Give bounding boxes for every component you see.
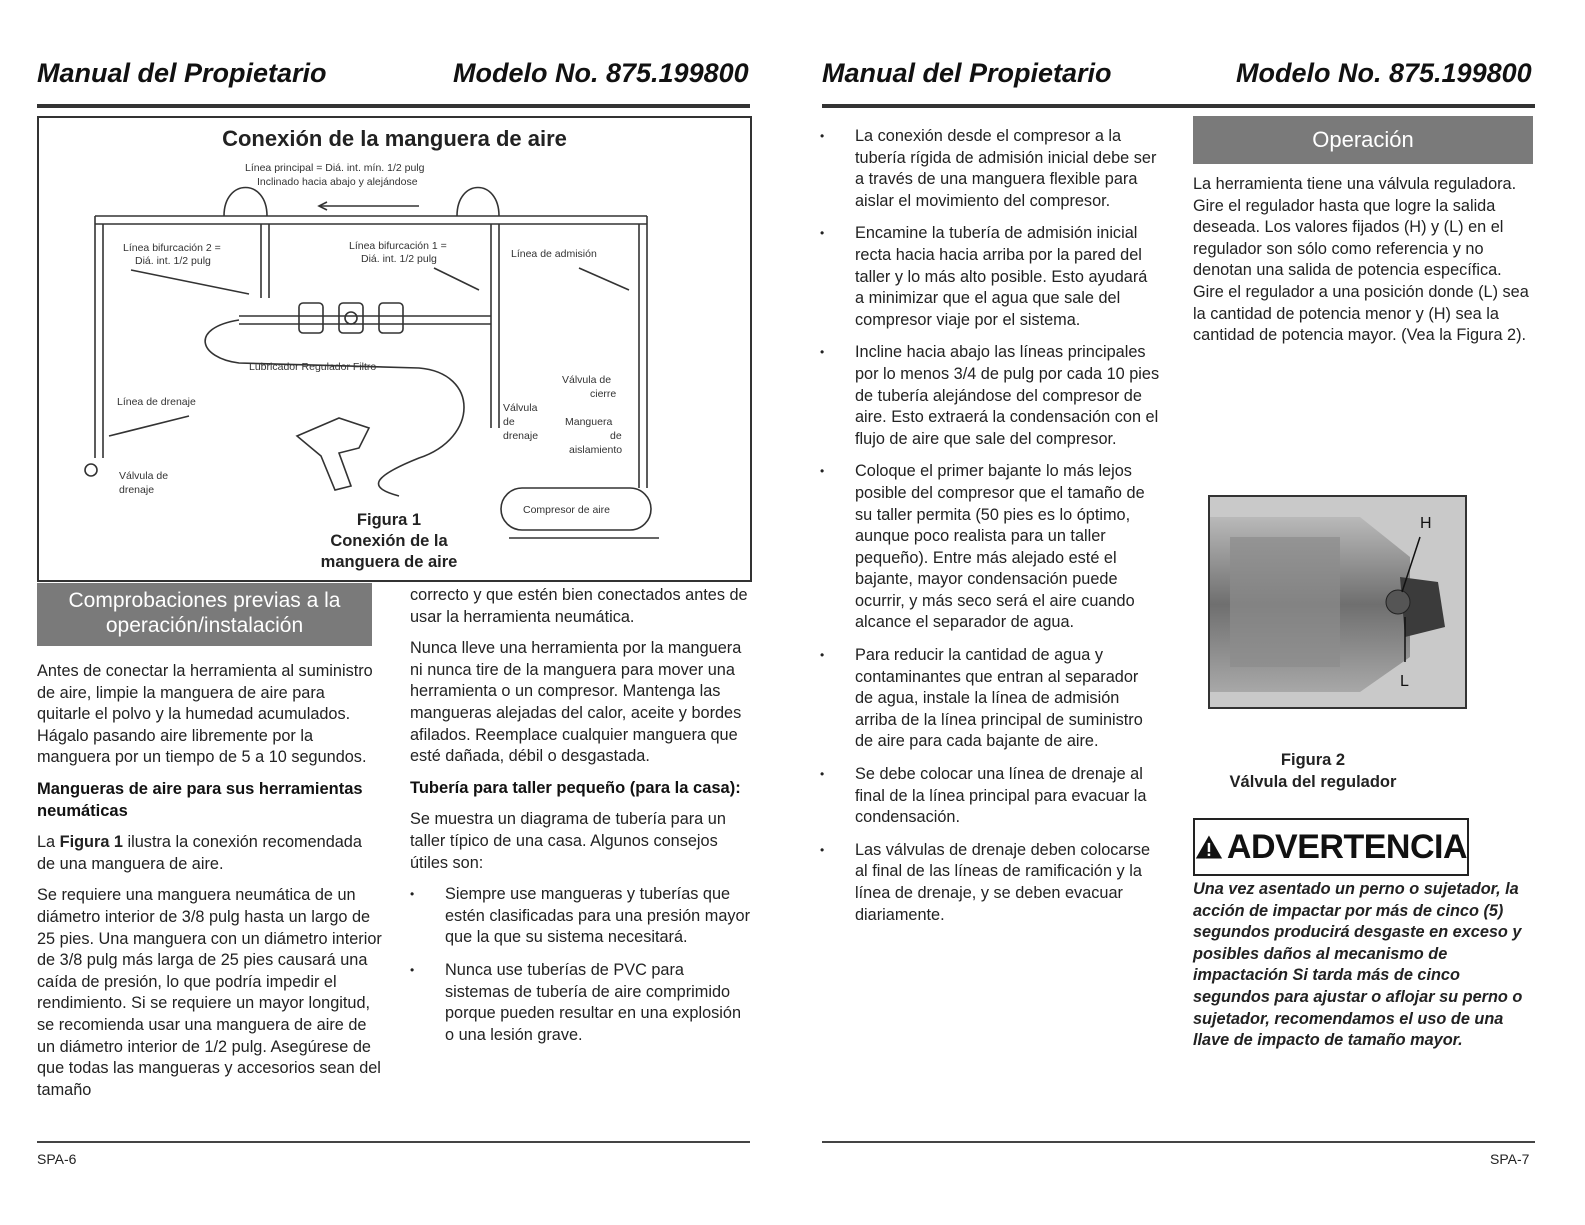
label-compressor: Compresor de aire [523,504,610,516]
figure2-photo [1208,495,1467,709]
left-paragraph-figure1 [37,832,382,875]
left-header-rule [37,104,750,108]
warning-triangle-icon [1195,832,1223,862]
label-isolation-hose-1: Manguera [565,416,613,428]
figure1-caption [289,510,489,573]
label-shutoff-valve-2: cierre [590,388,617,400]
right-model-number: Modelo No. 875.199800 [1236,58,1532,88]
piping-tip-item: • Las válvulas de drenaje deben colocarse al final de las líneas de ramificación y la línea de drenaje, y se deben evacuar diariamente. [820,840,1160,926]
label-branch2-1: Línea bifurcación 2 = [123,242,221,254]
heading-small-shop-piping: Tubería para taller pequeño (para la casa): [410,778,741,797]
piping-tip-item: • Se debe colocar una línea de drenaje al final de la línea principal para evacuar la condensación. [820,764,1160,829]
label-drain-valve-left-1: Válvula de [119,470,169,482]
left-model-number: Modelo No. 875.199800 [453,58,749,88]
warning-text: Una vez asentado un perno o sujetador, la acción de impactar por más de cinco (5) segundos producirá desgaste en exceso y posibles daños al mecanismo de impactación Si tarda más de cinco segundos para ajustar o aflojar su perno o sujetador, recomendamos el uso de una llave de impacto de tamaño mayor. [1193,880,1523,1050]
left-paragraph-clean-hose: Antes de conectar la herramienta al suministro de aire, limpie la manguera de aire para quitarle el polvo y la humedad acumulados. Hágalo pasando aire libremente por la manguera por un tiempo de 5 a 10 segundos. [37,662,373,767]
figure1-frame [37,116,752,582]
right-footer-rule [822,1141,1535,1143]
pre-operation-banner-line2: operación/instalación [105,614,304,637]
middle-column-text [410,585,750,1057]
figure2-caption-line2: Válvula del regulador [1229,773,1397,791]
label-isolation-hose-3: aislamiento [569,444,623,456]
fig1-ref-pre: La [37,833,60,852]
label-branch1-1: Línea bifurcación 1 = [349,240,447,252]
mid-paragraph-handling: Nunca lleve una herramienta por la manguera ni nunca tire de la manguera para mover una herramienta o un compresor. Mantenga las mangueras alejadas del calor, aceite y bordes afilados. Reemplace cualquier manguera que esté dañada, débil o desgastada. [410,639,742,766]
heading-air-hoses: Mangueras de aire para sus herramientas neumáticas [37,779,363,820]
figure2-caption [1193,749,1433,793]
mid-paragraph-fittings: correcto y que estén bien conectados antes de usar la herramienta neumática. [410,586,748,626]
left-page-number: SPA-6 [37,1151,77,1167]
label-drain-valve-right-1: Válvula [503,402,538,414]
fig1-ref-post: ilustra la conexión recomendada de una manguera de aire. [37,833,362,873]
operation-paragraph: La herramienta tiene una válvula reguladora. Gire el regulador hasta que logre la salida deseada. Los valores fijados (H) y (L) en el regulador son sólo como referencia y no denotan una salida de potencia específica. Gire el regulador a una posición donde (L) sea la cantidad de potencia menor y (H) sea la cantidad de potencia mayor. (Vea la Figura 2). [1193,175,1529,345]
figure2-label-l: L [1400,673,1409,690]
warning-title: ADVERTENCIA [1226,827,1467,866]
piping-tip-item: • La conexión desde el compresor a la tubería rígida de admisión inicial debe ser a través de una manguera flexible para aislar el movimiento del compresor. [820,126,1160,212]
label-drain-line: Línea de drenaje [117,396,196,408]
mid-bullet-item: • Nunca use tuberías de PVC para sistemas de tubería de aire comprimido porque pueden resultar en una explosión o una lesión grave. [410,960,750,1046]
piping-tip-item: • Encamine la tubería de admisión inicial recta hacia hacia arriba por la pared del taller y lo más alto posible. Esto ayudará a minimizar que el agua que sale del compresor viaje por el sistema. [820,223,1160,331]
right-manual-title: Manual del Propietario [822,58,1112,88]
label-branch1-2: Diá. int. 1/2 pulg [361,253,437,265]
label-intake-line: Línea de admisión [511,248,597,260]
operation-banner: Operación [1193,116,1533,164]
figure1-caption-line2: Conexión de la [330,532,448,550]
label-main-line-2: Inclinado hacia abajo y alejándose [257,176,418,188]
label-shutoff-valve-1: Válvula de [562,374,612,386]
figure1-caption-line1: Figura 1 [356,511,422,529]
piping-tip-item: • Incline hacia abajo las líneas principales por lo menos 3/4 de pulg por cada 10 pies de tubería alejándose del compresor de aire. Esto extraerá la condensación con el flujo de aire que sale del compresor. [820,342,1160,450]
operation-text [1193,174,1533,357]
warning-box [1193,818,1469,876]
mid-bullet-item: • Siempre use mangueras y tuberías que estén clasificadas para una presión mayor que la que su sistema necesitará. [410,884,750,949]
right-header-rule [822,104,1535,108]
figure1-title: Conexión de la manguera de aire [222,126,567,151]
label-drain-valve-right-3: drenaje [503,430,539,442]
label-frl-components: Lubricador Regulador Filtro [249,361,377,373]
left-column-text [37,661,382,1111]
piping-tips-list [820,126,1160,926]
label-isolation-hose-2: de [610,430,622,442]
figure2-label-h: H [1420,515,1432,532]
mid-bullet-list [410,884,750,1046]
label-branch2-2: Diá. int. 1/2 pulg [135,255,211,267]
mid-paragraph-diagram-intro: Se muestra un diagrama de tubería para un taller típico de una casa. Algunos consejos útiles son: [410,810,726,872]
left-manual-title: Manual del Propietario [37,58,327,88]
label-drain-valve-left-2: drenaje [119,484,155,496]
left-footer-rule [37,1141,750,1143]
pre-operation-banner-line1: Comprobaciones previas a la [68,589,341,612]
figure1-caption-line3: manguera de aire [320,553,458,571]
pre-operation-banner [37,583,372,646]
fig1-ref-bold: Figura 1 [59,833,123,852]
piping-tip-item: • Coloque el primer bajante lo más lejos posible del compresor que el tamaño de su taller permita (50 pies es lo óptimo, aunque poco realista para un taller pequeño). Entre más alejado esté el bajante, mayor condensación puede ocurrir, y más seco será el aire cuando alcance el separador de agua. [820,461,1160,634]
right-text-column [820,126,1160,937]
figure2-caption-line1: Figura 2 [1280,751,1346,769]
piping-tip-item: • Para reducir la cantidad de agua y contaminantes que entran al separador de agua, instale la línea de admisión arriba de la línea principal de suministro de aire para cada bajante de aire. [820,645,1160,753]
label-main-line-1: Línea principal = Diá. int. mín. 1/2 pulg [245,162,425,174]
label-drain-valve-right-2: de [503,416,515,428]
right-page-number: SPA-7 [1490,1151,1530,1167]
left-paragraph-hose-diameter: Se requiere una manguera neumática de un diámetro interior de 3/8 pulg hasta un largo de 25 pies. Una manguera con un diámetro interior de 3/8 pulg más larga de 25 pies causará una caída de presión, lo que podría impedir el rendimiento. Si se requiere un mayor longitud, se recomienda usar una manguera de aire de un diámetro interior de 1/2 pulg. Asegúrese de que todas las mangueras y accesorios sean del tamaño [37,886,382,1099]
